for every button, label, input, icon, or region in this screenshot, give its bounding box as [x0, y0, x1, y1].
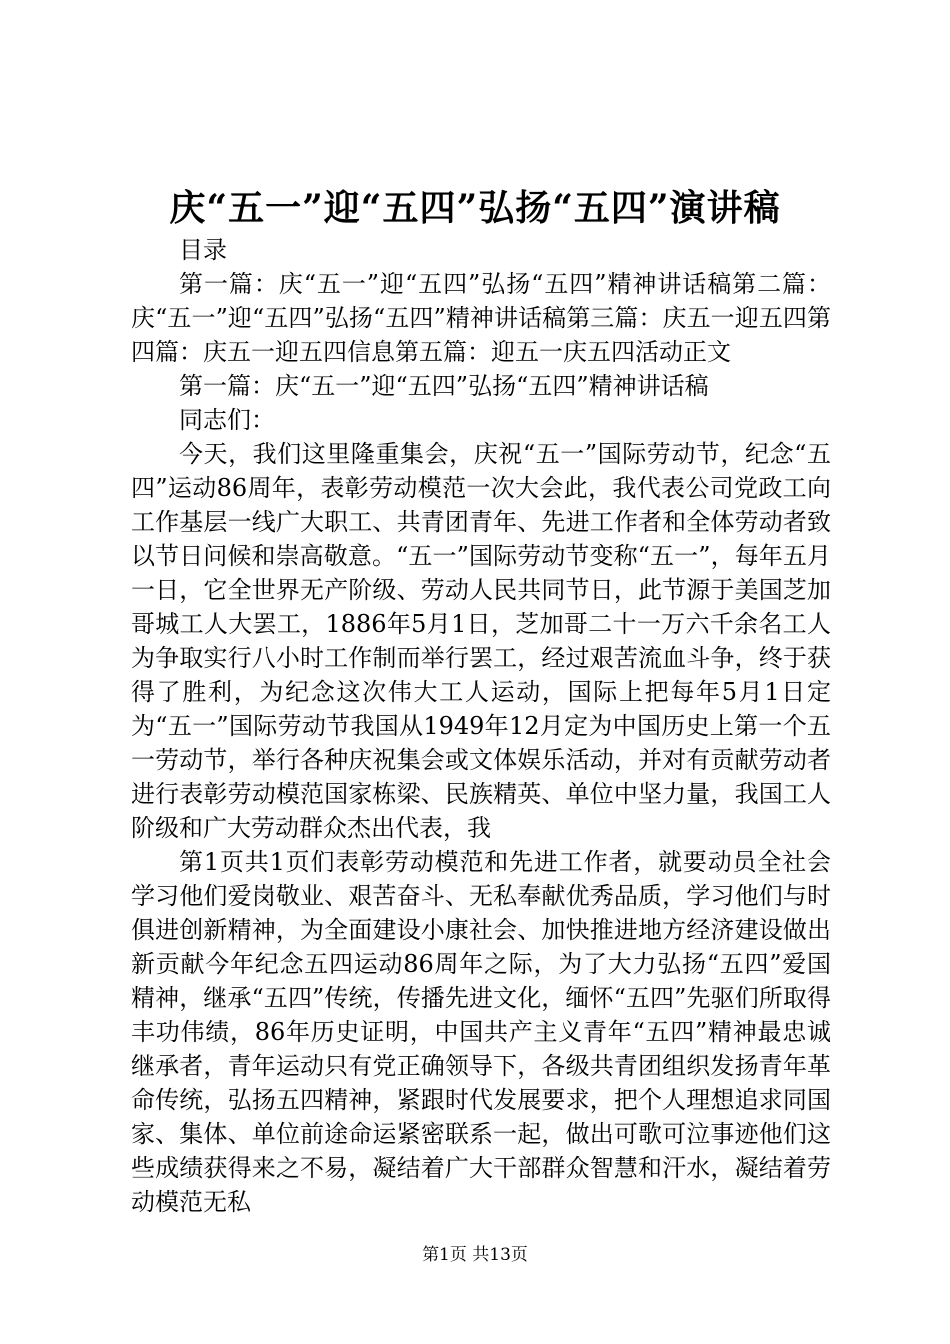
document-title: 庆“五一”迎“五四”弘扬“五四”演讲稿 — [169, 187, 781, 229]
body-paragraph: 今天，我们这里隆重集会，庆祝“五一”国际劳动节，纪念“五四”运动86周年，表彰劳动模范一次大会此，我代表公司党政工向工作基层一线广大职工、共青团青年、先进工作者和全体劳动者致以节日问候和崇高敬意。“五一”国际劳动节变称“五一”，每年五月一日，它全世界无产阶级、劳动人民共同节日，此节源于美国芝加哥城工人大罢工，1886年5月1日，芝加哥二十一万六千余名工人为争取实行八小时工作制而举行罢工，经过艰苦流血斗争，终于获得了胜利，为纪念这次伟大工人运动，国际上把每年5月1日定为“五一”国际劳动节我国从1949年12月定为中国历史上第一个五一劳动节，举行各种庆祝集会或文体娱乐活动，并对有贡献劳动者进行表彰劳动模范国家栋梁、民族精英、单位中坚力量，我国工人阶级和广大劳动群众杰出代表，我 — [131, 440, 831, 842]
toc-text: 第一篇：庆“五一”迎“五四”弘扬“五四”精神讲话稿第二篇：庆“五一”迎“五四”弘扬“五四”精神讲话稿第三篇：庆五一迎五四第四篇：庆五一迎五四信息第五篇：迎五一庆五四活动正文 — [131, 270, 831, 366]
salutation: 同志们： — [179, 406, 275, 434]
document-body — [131, 233, 831, 1219]
page-footer: 第1页 共13页 — [422, 1245, 528, 1265]
section-heading: 第一篇：庆“五一”迎“五四”弘扬“五四”精神讲话稿 — [179, 372, 709, 400]
toc-heading: 目录 — [179, 236, 227, 264]
body-paragraph: 第1页共1页们表彰劳动模范和先进工作者，就要动员全社会学习他们爱岗敬业、艰苦奋斗、无私奉献优秀品质，学习他们与时俱进创新精神，为全面建设小康社会、加快推进地方经济建设做出新贡献今年纪念五四运动86周年之际，为了大力弘扬“五四”爱国精神，继承“五四”传统，传播先进文化，缅怀“五四”先驱们所取得丰功伟绩，86年历史证明，中国共产主义青年“五四”精神最忠诚继承者，青年运动只有党正确领导下，各级共青团组织发扬青年革命传统，弘扬五四精神，紧跟时代发展要求，把个人理想追求同国家、集体、单位前途命运紧密联系一起，做出可歌可泣事迹他们这些成绩获得来之不易，凝结着广大干部群众智慧和汗水，凝结着劳动模范无私 — [131, 848, 831, 1216]
